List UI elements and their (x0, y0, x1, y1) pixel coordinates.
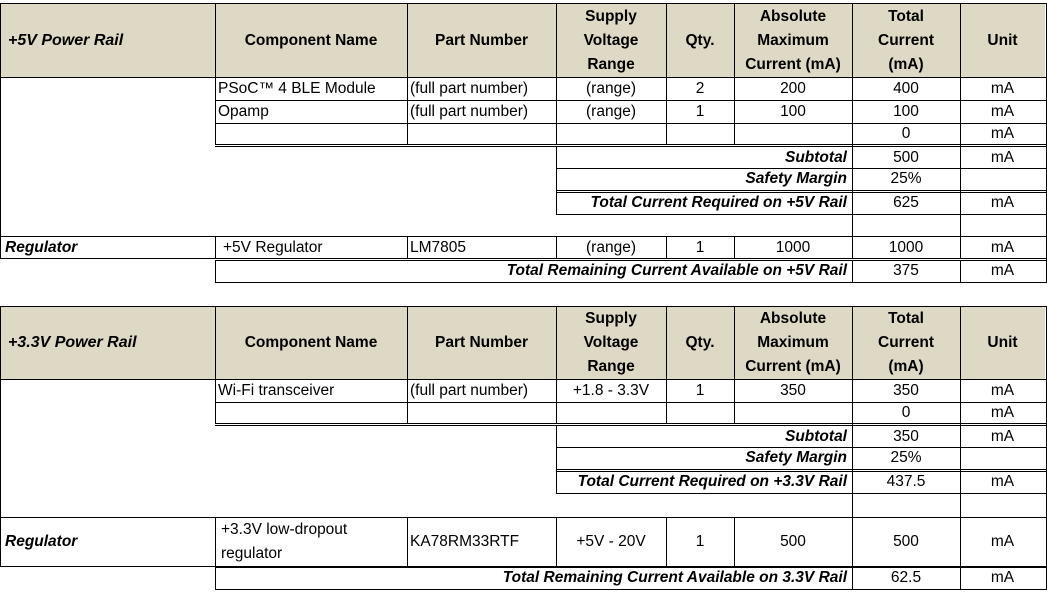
header-total-current: Total Current (mA) (852, 307, 960, 379)
total-required-unit: mA (990, 473, 1015, 490)
qty-cell: 2 (695, 80, 705, 97)
subtotal-value: 500 (893, 148, 919, 166)
component-name-cell: PSoC™ 4 BLE Module (218, 80, 376, 97)
regulator-voltage: +5V - 20V (576, 533, 646, 550)
total-cell: 0 (901, 403, 911, 421)
total-cell: 0 (901, 124, 911, 142)
regulator-part: LM7805 (410, 238, 467, 256)
qty-cell: 1 (695, 102, 705, 120)
unit-cell: mA (990, 80, 1015, 97)
total-required-value: 437.5 (886, 473, 926, 490)
regulator-unit: mA (990, 238, 1015, 256)
header-part-number: Part Number (407, 307, 556, 379)
component-name-cell: Wi-Fi transceiver (218, 382, 335, 399)
regulator-label: Regulator (5, 533, 78, 550)
regulator-part: KA78RM33RTF (410, 533, 520, 550)
total-cell: 350 (893, 382, 919, 399)
header-unit: Unit (960, 4, 1045, 78)
absmax-cell: 350 (780, 382, 806, 399)
regulator-label: Regulator (5, 238, 78, 256)
subtotal-label: Subtotal (785, 427, 847, 445)
header-component-name: Component Name (215, 307, 407, 379)
regulator-absmax: 500 (780, 533, 806, 550)
header-component-name: Component Name (215, 4, 407, 78)
header-unit: Unit (960, 307, 1045, 379)
remaining-label: Total Remaining Current Available on 3.3V Rail (502, 569, 847, 586)
absmax-cell: 100 (780, 102, 806, 120)
absmax-cell: 200 (780, 80, 806, 97)
subtotal-label: Subtotal (785, 148, 847, 166)
part-number-cell: (full part number) (410, 80, 529, 97)
total-cell: 400 (893, 80, 919, 97)
header-supply-voltage: Supply Voltage Range (556, 307, 666, 379)
subtotal-unit: mA (990, 148, 1015, 166)
header-supply-voltage: Supply Voltage Range (556, 4, 666, 78)
remaining-unit: mA (990, 569, 1015, 586)
regulator-voltage: (range) (586, 238, 636, 256)
total-required-unit: mA (990, 194, 1015, 211)
header-total-current: Total Current (mA) (852, 4, 960, 78)
remaining-label: Total Remaining Current Available on +5V Rail (506, 262, 847, 279)
subtotal-value: 350 (893, 427, 919, 445)
rail-5v-title: +5V Power Rail (0, 4, 215, 78)
header-qty: Qty. (666, 4, 734, 78)
total-cell: 100 (893, 102, 919, 120)
regulator-absmax: 1000 (775, 238, 811, 256)
qty-cell: 1 (695, 382, 705, 399)
regulator-unit: mA (990, 533, 1015, 550)
safety-margin-value: 25% (890, 449, 922, 466)
total-required-label: Total Current Required on +5V Rail (590, 194, 847, 211)
safety-margin-value: 25% (890, 170, 922, 187)
safety-margin-label: Safety Margin (745, 170, 847, 187)
unit-cell: mA (990, 124, 1015, 142)
part-number-cell: (full part number) (410, 102, 529, 120)
header-part-number: Part Number (407, 4, 556, 78)
regulator-qty: 1 (695, 533, 705, 550)
regulator-name: +5V Regulator (223, 238, 323, 256)
voltage-cell: (range) (586, 80, 636, 97)
header-qty: Qty. (666, 307, 734, 379)
unit-cell: mA (990, 102, 1015, 120)
regulator-total: 500 (893, 533, 919, 550)
rail-33v-title: +3.3V Power Rail (0, 307, 215, 379)
header-absolute-max-current: Absolute Maximum Current (mA) (734, 307, 852, 379)
safety-margin-label: Safety Margin (745, 449, 847, 466)
voltage-cell: +1.8 - 3.3V (572, 382, 650, 399)
voltage-cell: (range) (586, 102, 636, 120)
subtotal-unit: mA (990, 427, 1015, 445)
total-required-value: 625 (893, 194, 919, 211)
unit-cell: mA (990, 403, 1015, 421)
regulator-name: +3.3V low-dropout regulator (221, 521, 348, 562)
regulator-total: 1000 (888, 238, 924, 256)
header-absolute-max-current: Absolute Maximum Current (mA) (734, 4, 852, 78)
part-number-cell: (full part number) (410, 382, 529, 399)
remaining-value: 62.5 (890, 569, 922, 586)
component-name-cell: Opamp (218, 102, 269, 120)
unit-cell: mA (990, 382, 1015, 399)
total-required-label: Total Current Required on +3.3V Rail (577, 473, 847, 490)
remaining-value: 375 (893, 262, 919, 279)
remaining-unit: mA (990, 262, 1015, 279)
regulator-qty: 1 (695, 238, 705, 256)
